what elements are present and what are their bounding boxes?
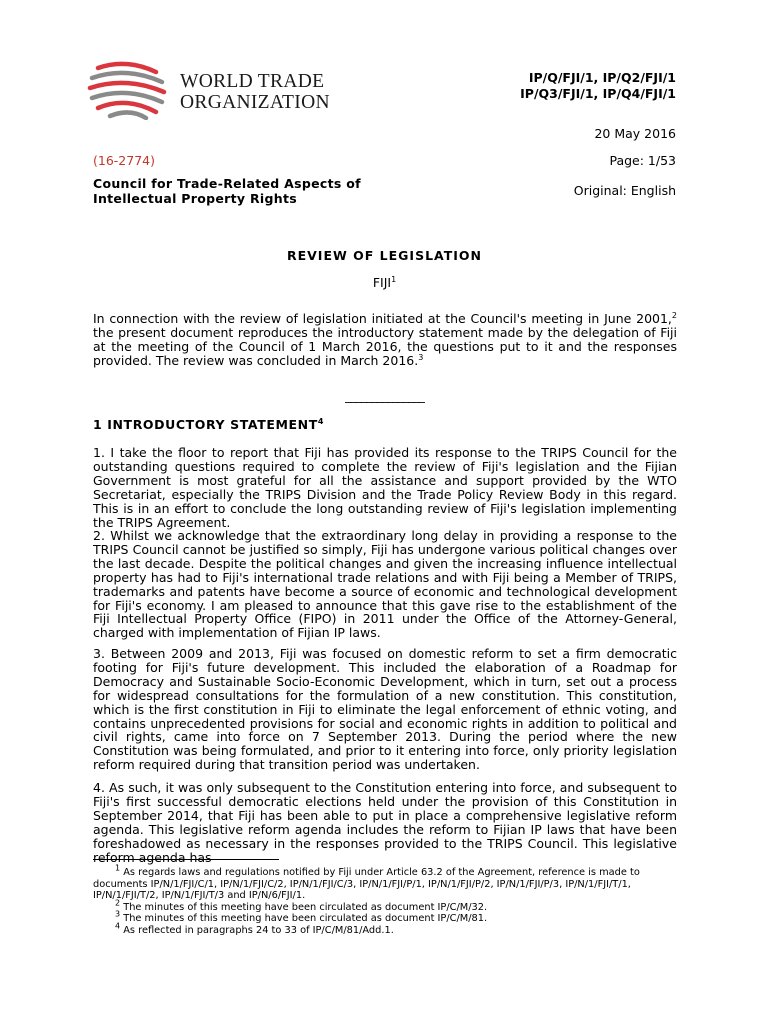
separator-line: _______________: [345, 388, 424, 403]
footnote-ref-2: 2: [671, 310, 677, 320]
footnote-1: [93, 863, 677, 902]
symbol-line2: IP/Q3/FJI/1, IP/Q4/FJI/1: [520, 86, 676, 101]
subtitle-text: FIJI: [372, 275, 392, 290]
section-heading: [93, 417, 324, 432]
document-title: REVIEW OF LEGISLATION: [286, 248, 483, 263]
intro-text-1: In connection with the review of legislation initiated at the Council's meeting in June 2001,: [93, 311, 672, 326]
footnote-number: 4: [115, 921, 121, 931]
footnote-ref-4: 4: [317, 416, 325, 426]
document-number: (16-2774): [93, 153, 155, 168]
org-name-line2: ORGANIZATION: [180, 92, 330, 113]
document-date: 20 May 2016: [594, 126, 676, 141]
intro-paragraph: [93, 312, 677, 368]
footnote-number: 2: [115, 898, 121, 908]
page-indicator: Page: 1/53: [609, 153, 676, 168]
footnote-ref-3: 3: [418, 352, 424, 362]
org-name-line1: WORLD TRADE: [180, 71, 325, 92]
footnotes: [93, 863, 677, 937]
footnote-4: [93, 921, 677, 937]
intro-text-2: the present document reproduces the introductory statement made by the delegation of Fiji at the meeting of the Council of 1 March 2016, the questions put to it and the responses provided. The review was concluded in March 2016.: [93, 324, 677, 368]
paragraph-3: 3. Between 2009 and 2013, Fiji was focused on domestic reform to set a firm democratic footing for Fiji's future development. This included the elaboration of a Roadmap for Democracy and Sustainable Socio-Economic Development, which in turn, set out a process for widespread consultations for the formulation of a new constitution. This constitution, which is the first constitution in Fiji to eliminate the legal enforcement of ethnic voting, and contains unprecedented provisions for social and economic rights in addition to political and civil rights, came into force on 7 September 2013. During the period where the new Constitution was being formulated, and prior to it entering into force, only priority legislation reform required during that transition period was undertaken.: [93, 646, 677, 773]
symbol-line1: IP/Q/FJI/1, IP/Q2/FJI/1: [528, 70, 676, 85]
footnote-2: [93, 898, 677, 914]
footnote-number: 1: [115, 863, 121, 873]
footnote-text: The minutes of this meeting have been circulated as document IP/C/M/32.: [123, 901, 488, 913]
paragraph-2: 2. Whilst we acknowledge that the extraordinary long delay in providing a response to the TRIPS Council cannot be justified so simply, Fiji has undergone various political changes over the last decade. Despite the political changes and given the increasing influence intellectual property has had to Fiji's international trade relations and with Fiji being a Member of TRIPS, trademarks and patents have become a source of economic and technological development for Fiji's economy. I am pleased to announce that this gave rise to the establishment of the Fiji Intellectual Property Office (FIPO) in 2011 under the Office of the Attorney-General, charged with implementation of Fijian IP laws.: [93, 528, 677, 641]
footnote-number: 3: [115, 910, 121, 920]
document-subtitle: [93, 275, 676, 290]
council-name: [93, 176, 361, 206]
paragraph-4: 4. As such, it was only subsequent to the Constitution entering into force, and subsequent to Fiji's first successful democratic elections held under the provision of this Constitution in September 2014, that Fiji has been able to put in place a comprehensive legislative reform agenda. This legislative reform agenda includes the reform to Fijian IP laws that have been foreshadowed as necessary in the responses provided to the TRIPS Council. This legislative reform agenda has: [93, 780, 677, 865]
footnote-3: [93, 910, 677, 925]
footnote-ref-1: 1: [391, 274, 397, 284]
paragraph-1: 1. I take the floor to report that Fiji has provided its response to the TRIPS Council for the outstanding questions required to complete the review of Fiji's legislation and the Fijian Government is most grateful for all the assistance and support provided by the WTO Secretariat, especially the TRIPS Division and the Trade Policy Review Body in this regard. This is in an effort to conclude the long outstanding review of Fiji's legislation implementing the TRIPS Agreement.: [93, 445, 677, 530]
council-line2: Intellectual Property Rights: [93, 191, 297, 206]
document-symbol: [118, 70, 676, 102]
original-language: Original: English: [573, 183, 676, 198]
footnote-divider: [93, 859, 279, 860]
council-line1: Council for Trade-Related Aspects of: [93, 176, 361, 191]
footnote-text: As reflected in paragraphs 24 to 33 of IP/C/M/81/Add.1.: [123, 924, 394, 936]
footnote-text: The minutes of this meeting have been circulated as document IP/C/M/81.: [123, 913, 488, 925]
footnote-text: As regards laws and regulations notified by Fiji under Article 63.2 of the Agreement, reference is made to documents IP/N/1/FJI/C/1, IP/N/1/FJI/C/2, IP/N/1/FJI/C/3, IP/N/1/FJI/P/1, IP/N/1/FJI/P/2, IP/N/1/FJI/P/3, IP/N/1/FJI/T/1, IP/N/1/FJI/T/2, IP/N/1/FJI/T/3 and IP/N/6/FJI/1.: [93, 867, 640, 902]
section-heading-text: 1 INTRODUCTORY STATEMENT: [93, 417, 318, 432]
